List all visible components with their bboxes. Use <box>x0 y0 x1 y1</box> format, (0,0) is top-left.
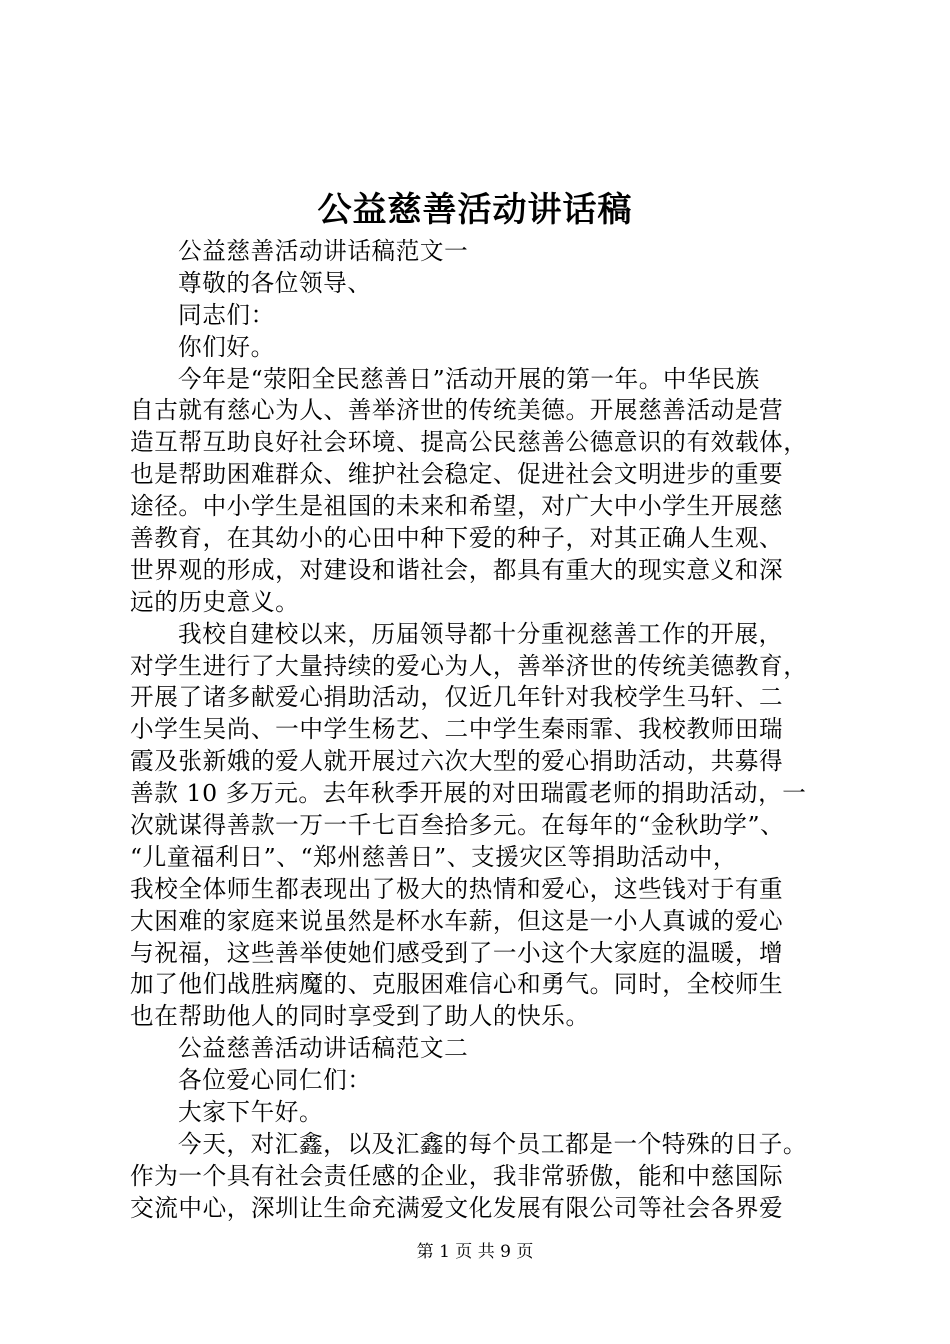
text-line: 次就谋得善款一万一千七百叁拾多元。在每年的“金秋助学”、 <box>130 811 785 840</box>
text-line: 交流中心，深圳让生命充满爱文化发展有限公司等社会各界爱 <box>130 1193 784 1222</box>
text-line: 公益慈善活动讲话稿范文一 <box>178 237 469 265</box>
text-line: 今天，对汇鑫，以及汇鑫的每个员工都是一个特殊的日子。 <box>178 1129 808 1158</box>
text-line: 作为一个具有社会责任感的企业，我非常骄傲，能和中慈国际 <box>130 1161 784 1190</box>
text-line: 也是帮助困难群众、维护社会稳定、促进社会文明进步的重要 <box>130 460 784 489</box>
document-body <box>130 236 850 1225</box>
text-line: 公益慈善活动讲话稿范文二 <box>178 1034 469 1063</box>
text-line: 对学生进行了大量持续的爱心为人，善举济世的传统美德教育， <box>130 651 808 680</box>
text-line: 与祝福，这些善举使她们感受到了一小这个大家庭的温暖，增 <box>130 938 784 967</box>
text-line: 世界观的形成，对建设和谐社会，都具有重大的现实意义和深 <box>130 555 784 584</box>
text-line: 开展了诸多献爱心捐助活动，仅近几年针对我校学生马轩、二 <box>130 683 784 712</box>
text-line: 今年是“荥阳全民慈善日”活动开展的第一年。中华民族 <box>178 364 760 393</box>
text-line: 霞及张新娥的爱人就开展过六次大型的爱心捐助活动，共募得 <box>130 747 784 776</box>
text-line: 同志们： <box>178 300 275 329</box>
page-footer: 第 1 页 共 9 页 <box>416 1242 534 1262</box>
text-line: 善款 10 多万元。去年秋季开展的对田瑞霞老师的捐助活动，一 <box>130 779 807 808</box>
document-title: 公益慈善活动讲话稿 <box>317 190 633 230</box>
text-line: 途径。中小学生是祖国的未来和希望，对广大中小学生开展慈 <box>130 492 784 521</box>
text-line: 小学生吴尚、一中学生杨艺、二中学生秦雨霏、我校教师田瑞 <box>130 715 784 744</box>
text-line: 自古就有慈心为人、善举济世的传统美德。开展慈善活动是营 <box>130 396 784 425</box>
text-line: 大困难的家庭来说虽然是杯水车薪，但这是一小人真诚的爱心 <box>130 906 784 935</box>
text-line: “儿童福利日”、“郑州慈善日”、支援灾区等捐助活动中， <box>130 842 738 871</box>
text-line: 造互帮互助良好社会环境、提高公民慈善公德意识的有效载体， <box>130 428 808 457</box>
text-line: 善教育，在其幼小的心田中种下爱的种子，对其正确人生观、 <box>130 524 784 553</box>
text-line: 加了他们战胜病魔的、克服困难信心和勇气。同时，全校师生 <box>130 970 784 999</box>
text-line: 也在帮助他人的同时享受到了助人的快乐。 <box>130 1002 590 1031</box>
text-line: 远的历史意义。 <box>130 587 300 616</box>
text-line: 大家下午好。 <box>178 1098 324 1127</box>
text-line: 尊敬的各位领导、 <box>178 268 372 297</box>
text-line: 我校全体师生都表现出了极大的热情和爱心，这些钱对于有重 <box>130 874 784 903</box>
text-line: 我校自建校以来，历届领导都十分重视慈善工作的开展， <box>178 619 783 648</box>
text-line: 你们好。 <box>178 332 275 361</box>
text-line: 各位爱心同仁们： <box>178 1066 372 1095</box>
